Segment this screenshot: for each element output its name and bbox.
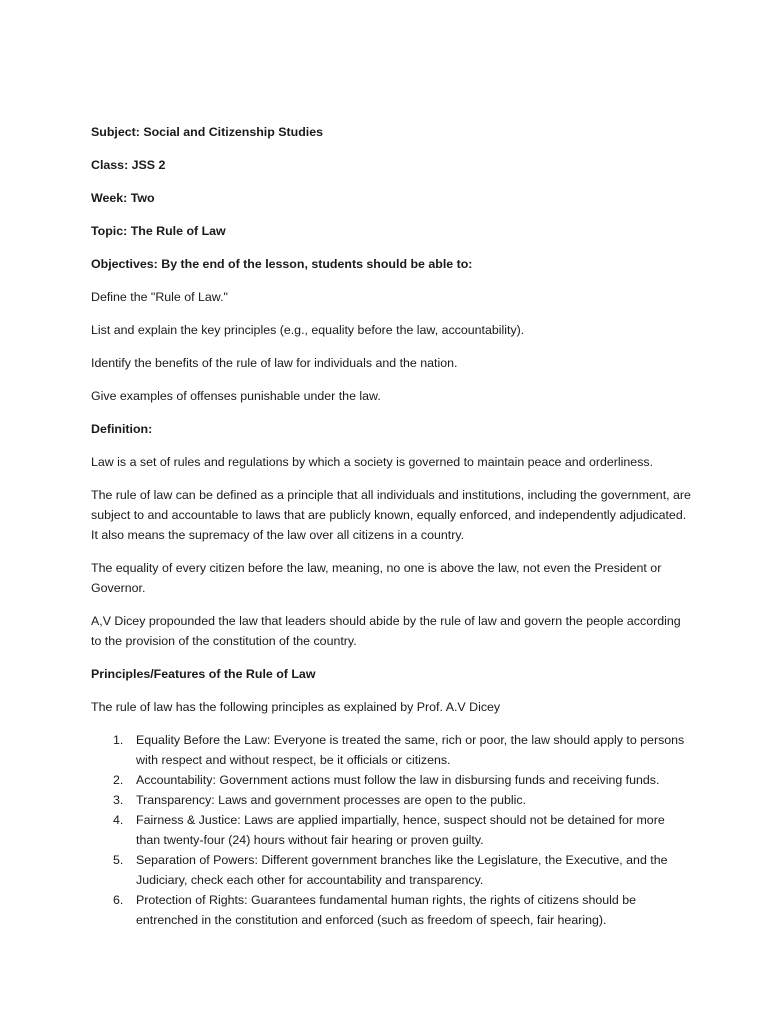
principles-heading: Principles/Features of the Rule of Law [91, 667, 316, 681]
objective-item: Define the "Rule of Law." [91, 290, 228, 304]
list-number: 4. [113, 813, 124, 827]
definition-paragraph: The equality of every citizen before the law, meaning, no one is above the law, not even the President or Governor. [91, 561, 662, 595]
week-line: Week: Two [91, 191, 155, 205]
list-item [91, 770, 691, 790]
list-number: 1. [113, 733, 124, 747]
document-page [91, 122, 691, 930]
list-item-text: Separation of Powers: Different government branches like the Legislature, the Executive, and the Judiciary, check each other for accountability and transparency. [136, 853, 668, 887]
list-item [91, 890, 691, 930]
objective-item: List and explain the key principles (e.g., equality before the law, accountability). [91, 323, 525, 337]
list-item [91, 810, 691, 850]
class-line: Class: JSS 2 [91, 158, 166, 172]
subject-line: Subject: Social and Citizenship Studies [91, 125, 324, 139]
list-item [91, 850, 691, 890]
list-item-text: Transparency: Laws and government processes are open to the public. [136, 793, 527, 807]
definition-paragraph: The rule of law can be defined as a principle that all individuals and institutions, including the government, are subject to and accountable to laws that are publicly known, equally enforced, and independently adjudicated. It also means the supremacy of the law over all citizens in a country. [91, 488, 691, 542]
list-number: 3. [113, 793, 124, 807]
list-number: 6. [113, 893, 124, 907]
list-number: 2. [113, 773, 124, 787]
principles-intro: The rule of law has the following principles as explained by Prof. A.V Dicey [91, 700, 501, 714]
list-item [91, 790, 691, 810]
definition-paragraph: Law is a set of rules and regulations by which a society is governed to maintain peace and orderliness. [91, 455, 654, 469]
list-item-text: Accountability: Government actions must follow the law in disbursing funds and receiving funds. [136, 773, 660, 787]
definition-paragraph: A,V Dicey propounded the law that leaders should abide by the rule of law and govern the people according to the provision of the constitution of the country. [91, 614, 681, 648]
objective-item: Give examples of offenses punishable under the law. [91, 389, 381, 403]
principles-list [91, 730, 691, 930]
list-item-text: Equality Before the Law: Everyone is treated the same, rich or poor, the law should apply to persons with respect and without respect, be it officials or citizens. [136, 733, 685, 767]
list-item-text: Fairness & Justice: Laws are applied impartially, hence, suspect should not be detained for more than twenty-four (24) hours without fair hearing or proven guilty. [136, 813, 665, 847]
objectives-heading: Objectives: By the end of the lesson, students should be able to: [91, 257, 473, 271]
list-item [91, 730, 691, 770]
list-number: 5. [113, 853, 124, 867]
definition-heading: Definition: [91, 422, 153, 436]
list-item-text: Protection of Rights: Guarantees fundamental human rights, the rights of citizens should be entrenched in the constitution and enforced (such as freedom of speech, fair hearing). [136, 893, 637, 927]
objective-item: Identify the benefits of the rule of law for individuals and the nation. [91, 356, 458, 370]
topic-line: Topic: The Rule of Law [91, 224, 226, 238]
